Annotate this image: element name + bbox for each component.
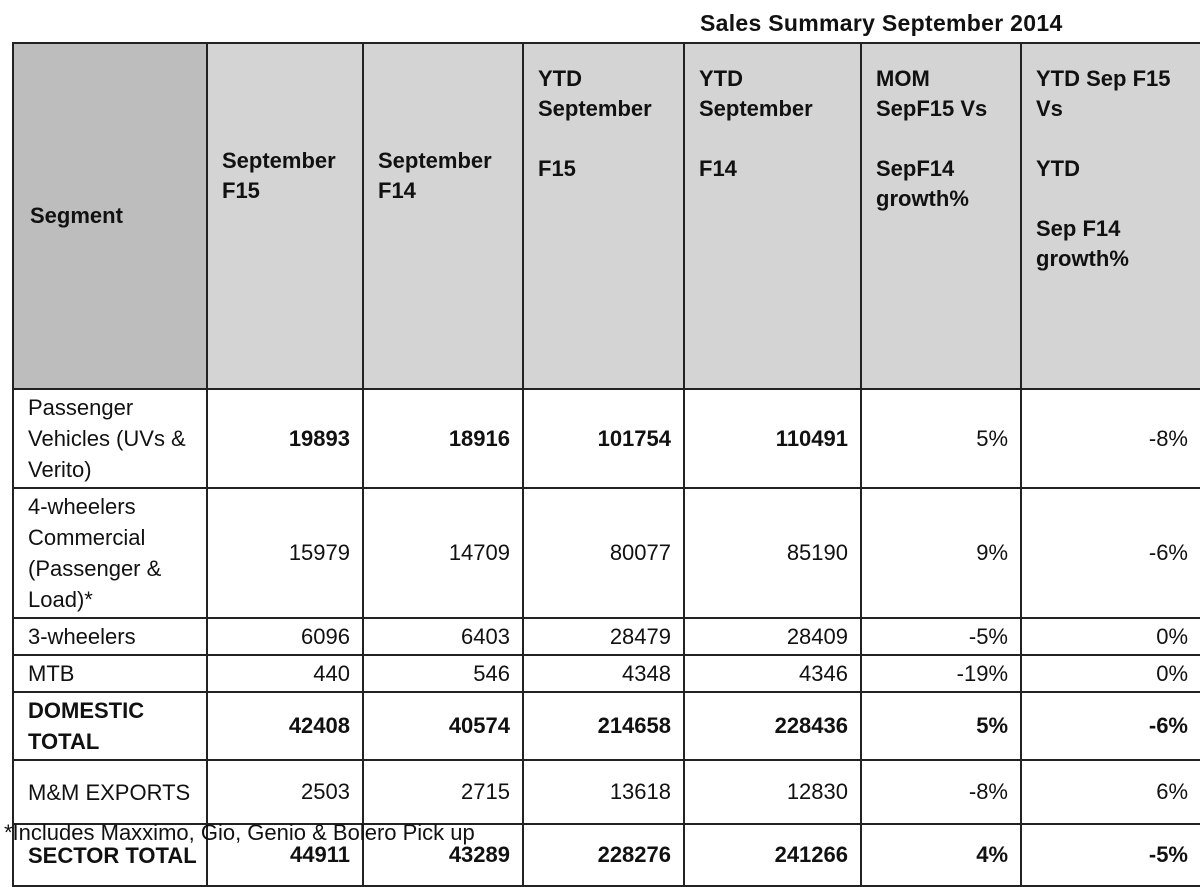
sep-f14-cell: 2715 (363, 760, 523, 824)
ytd-f14-cell: 85190 (684, 488, 861, 618)
sep-f15-cell: 42408 (207, 692, 363, 760)
header-september-f14: September F14 (363, 43, 523, 389)
segment-cell: MTB (13, 655, 207, 692)
page-title: Sales Summary September 2014 (700, 10, 1063, 36)
sep-f15-cell: 19893 (207, 389, 363, 488)
mom-growth-cell: -8% (861, 760, 1021, 824)
ytd-f15-cell: 13618 (523, 760, 684, 824)
sep-f15-cell: 2503 (207, 760, 363, 824)
sep-f14-cell: 40574 (363, 692, 523, 760)
ytd-growth-cell: 0% (1021, 655, 1200, 692)
header-ytd-growth-line3: Sep F14 growth% (1036, 216, 1129, 271)
segment-cell: SECTOR TOTAL (13, 824, 207, 886)
sep-f15-cell: 15979 (207, 488, 363, 618)
sep-f15-cell: 440 (207, 655, 363, 692)
mom-growth-cell: 5% (861, 389, 1021, 488)
ytd-f14-cell: 12830 (684, 760, 861, 824)
header-ytd-f14-line2: F14 (699, 156, 737, 181)
header-segment: Segment (13, 43, 207, 389)
ytd-f14-cell: 28409 (684, 618, 861, 655)
ytd-growth-cell: -8% (1021, 389, 1200, 488)
ytd-f15-cell: 228276 (523, 824, 684, 886)
header-ytd-growth-line1: YTD Sep F15 Vs (1036, 66, 1171, 121)
table-row (13, 488, 1200, 618)
header-mom-growth (861, 43, 1021, 389)
ytd-growth-cell: -5% (1021, 824, 1200, 886)
sep-f15-cell: 6096 (207, 618, 363, 655)
segment-cell: Passenger Vehicles (UVs & Verito) (13, 389, 207, 488)
ytd-f14-cell: 228436 (684, 692, 861, 760)
segment-cell: 4-wheelers Commercial (Passenger & Load)* (13, 488, 207, 618)
segment-cell: 3-wheelers (13, 618, 207, 655)
ytd-growth-cell: 0% (1021, 618, 1200, 655)
segment-cell: DOMESTIC TOTAL (13, 692, 207, 760)
table-row-domestic-total (13, 692, 1200, 760)
segment-cell: M&M EXPORTS (13, 760, 207, 824)
mom-growth-cell: 5% (861, 692, 1021, 760)
table-row (13, 618, 1200, 655)
ytd-f14-cell: 241266 (684, 824, 861, 886)
sep-f14-cell: 546 (363, 655, 523, 692)
ytd-f15-cell: 214658 (523, 692, 684, 760)
sep-f14-cell: 6403 (363, 618, 523, 655)
header-ytd-f15-line1: YTD September (538, 66, 652, 121)
table-header-row (13, 43, 1200, 389)
sep-f15-cell: 44911 (207, 824, 363, 886)
mom-growth-cell: -19% (861, 655, 1021, 692)
sep-f14-cell: 43289 (363, 824, 523, 886)
ytd-growth-cell: 6% (1021, 760, 1200, 824)
mom-growth-cell: -5% (861, 618, 1021, 655)
table-row (13, 760, 1200, 824)
table-row (13, 655, 1200, 692)
mom-growth-cell: 9% (861, 488, 1021, 618)
ytd-f15-cell: 80077 (523, 488, 684, 618)
header-ytd-september-f15 (523, 43, 684, 389)
header-ytd-growth-line2: YTD (1036, 156, 1080, 181)
sep-f14-cell: 14709 (363, 488, 523, 618)
ytd-f14-cell: 4346 (684, 655, 861, 692)
table-row (13, 389, 1200, 488)
footnote: *Includes Maxximo, Gio, Genio & Bolero Pick up (4, 820, 475, 845)
header-ytd-f15-line2: F15 (538, 156, 576, 181)
ytd-f15-cell: 101754 (523, 389, 684, 488)
ytd-growth-cell: -6% (1021, 692, 1200, 760)
ytd-f15-cell: 28479 (523, 618, 684, 655)
ytd-f14-cell: 110491 (684, 389, 861, 488)
header-september-f15: September F15 (207, 43, 363, 389)
sales-summary-table (12, 42, 1200, 887)
header-ytd-september-f14 (684, 43, 861, 389)
mom-growth-cell: 4% (861, 824, 1021, 886)
header-mom-line2: SepF14 growth% (876, 156, 969, 211)
sep-f14-cell: 18916 (363, 389, 523, 488)
header-ytd-growth (1021, 43, 1200, 389)
ytd-f15-cell: 4348 (523, 655, 684, 692)
header-mom-line1: MOM SepF15 Vs (876, 66, 988, 121)
header-ytd-f14-line1: YTD September (699, 66, 813, 121)
ytd-growth-cell: -6% (1021, 488, 1200, 618)
